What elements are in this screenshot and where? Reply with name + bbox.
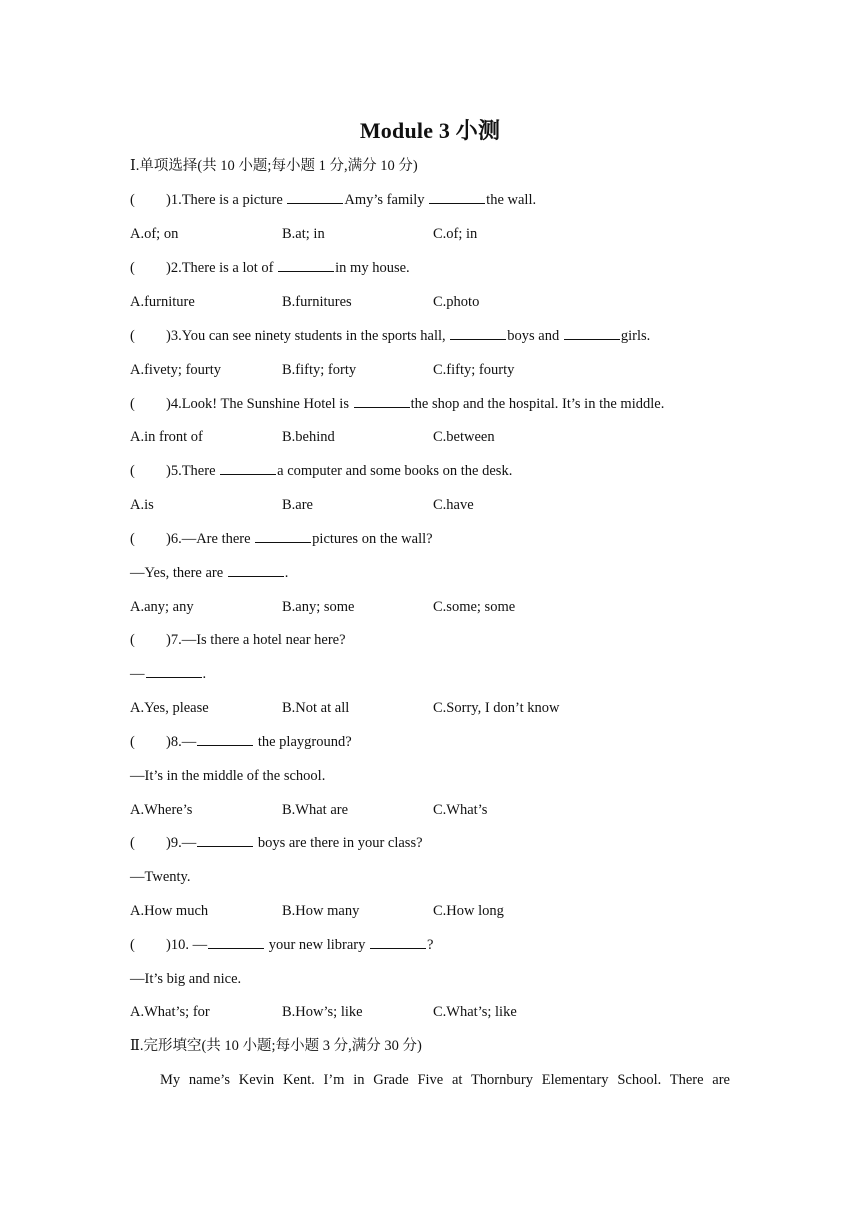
answer-blank xyxy=(197,733,253,746)
question-text: )2.There is a lot of xyxy=(166,260,278,276)
answer-bracket: ( xyxy=(130,734,135,750)
answer-bracket: ( xyxy=(130,328,135,344)
question-9 xyxy=(130,834,423,852)
option-a: A.Yes, please xyxy=(130,700,209,716)
question-text: )7.—Is there a hotel near here? xyxy=(166,632,346,648)
answer-line: —It’s big and nice. xyxy=(130,971,242,987)
option-a: A.is xyxy=(130,497,154,513)
question-2 xyxy=(130,259,410,277)
question-4 xyxy=(130,395,664,413)
option-c: C.Sorry, I don’t know xyxy=(433,700,560,716)
option-a: A.in front of xyxy=(130,429,203,445)
question-text: )4.Look! The Sunshine Hotel is xyxy=(166,396,353,412)
answer-bracket: ( xyxy=(130,937,135,953)
option-c: C.How long xyxy=(433,903,504,919)
option-c: C.between xyxy=(433,429,495,445)
option-a: A.fivety; fourty xyxy=(130,362,222,378)
answer-blank xyxy=(228,564,284,577)
question-6 xyxy=(130,530,433,548)
question-text: boys are there in your class? xyxy=(254,835,423,851)
answer-blank xyxy=(450,327,506,340)
option-b: B.What are xyxy=(282,802,349,818)
option-a: A.What’s; for xyxy=(130,1004,210,1020)
question-text: Amy’s family xyxy=(344,192,429,208)
option-c: C.What’s; like xyxy=(433,1004,517,1020)
option-b: B.are xyxy=(282,497,313,513)
page-title: Module 3 小测 xyxy=(359,118,501,143)
option-b: B.any; some xyxy=(282,599,355,615)
question-text: )10. — xyxy=(166,937,208,953)
question-text: the shop and the hospital. It’s in the middle. xyxy=(410,396,665,412)
question-1 xyxy=(130,191,536,209)
option-c: C.of; in xyxy=(433,226,478,242)
question-text: a computer and some books on the desk. xyxy=(277,463,513,479)
question-5 xyxy=(130,462,512,480)
answer-blank xyxy=(287,191,343,204)
option-b: B.behind xyxy=(282,429,335,445)
option-c: C.have xyxy=(433,497,474,513)
answer-text: . xyxy=(284,565,289,581)
question-text: )5.There xyxy=(166,463,220,479)
option-a: A.furniture xyxy=(130,294,195,310)
answer-text: —Yes, there are xyxy=(130,565,227,581)
answer-blank xyxy=(429,191,485,204)
answer-blank xyxy=(278,259,334,272)
answer-bracket: ( xyxy=(130,192,135,208)
question-text: your new library xyxy=(265,937,369,953)
option-b: B.at; in xyxy=(282,226,325,242)
question-8 xyxy=(130,733,352,751)
answer-blank xyxy=(370,936,426,949)
option-c: C.What’s xyxy=(433,802,488,818)
answer-bracket: ( xyxy=(130,463,135,479)
question-text: the playground? xyxy=(254,734,352,750)
question-text: pictures on the wall? xyxy=(312,531,433,547)
question-text: in my house. xyxy=(335,260,410,276)
option-b: B.How many xyxy=(282,903,360,919)
question-7 xyxy=(130,631,346,649)
question-text: )9.— xyxy=(166,835,197,851)
question-text: )3.You can see ninety students in the sports hall, xyxy=(166,328,450,344)
section-heading: Ⅰ.单项选择(共 10 小题;每小题 1 分,满分 10 分) xyxy=(130,158,418,174)
question-text: boys and xyxy=(507,328,563,344)
option-c: C.photo xyxy=(433,294,480,310)
answer-line: —It’s in the middle of the school. xyxy=(130,768,326,784)
option-b: B.furnitures xyxy=(282,294,352,310)
answer-bracket: ( xyxy=(130,835,135,851)
option-a: A.of; on xyxy=(130,226,179,242)
answer-text: . xyxy=(202,666,207,682)
option-b: B.Not at all xyxy=(282,700,350,716)
option-a: A.How much xyxy=(130,903,209,919)
question-text: )6.—Are there xyxy=(166,531,255,547)
answer-bracket: ( xyxy=(130,632,135,648)
answer-bracket: ( xyxy=(130,260,135,276)
question-text: girls. xyxy=(620,328,651,344)
answer-blank xyxy=(220,462,276,475)
question-text: )1.There is a picture xyxy=(166,192,287,208)
question-3 xyxy=(130,327,650,345)
question-text: ? xyxy=(426,937,434,953)
answer-blank xyxy=(208,936,264,949)
option-a: A.any; any xyxy=(130,599,194,615)
answer-blank xyxy=(146,665,202,678)
option-a: A.Where’s xyxy=(130,802,193,818)
question-10 xyxy=(130,936,433,954)
section-heading: Ⅱ.完形填空(共 10 小题;每小题 3 分,满分 30 分) xyxy=(130,1038,422,1054)
option-b: B.fifty; forty xyxy=(282,362,357,378)
answer-bracket: ( xyxy=(130,531,135,547)
option-c: C.fifty; fourty xyxy=(433,362,515,378)
answer-bracket: ( xyxy=(130,396,135,412)
answer-line: —Twenty. xyxy=(130,869,191,885)
question-text: )8.— xyxy=(166,734,197,750)
answer-line xyxy=(130,665,206,683)
option-c: C.some; some xyxy=(433,599,516,615)
option-b: B.How’s; like xyxy=(282,1004,363,1020)
answer-blank xyxy=(354,395,410,408)
answer-blank xyxy=(255,530,311,543)
answer-line xyxy=(130,564,288,582)
question-text: the wall. xyxy=(486,192,537,208)
cloze-paragraph: My name’s Kevin Kent. I’m in Grade Five at Thornbury Elementary School. There are xyxy=(160,1072,730,1088)
answer-text: — xyxy=(130,666,145,682)
answer-blank xyxy=(564,327,620,340)
answer-blank xyxy=(197,834,253,847)
